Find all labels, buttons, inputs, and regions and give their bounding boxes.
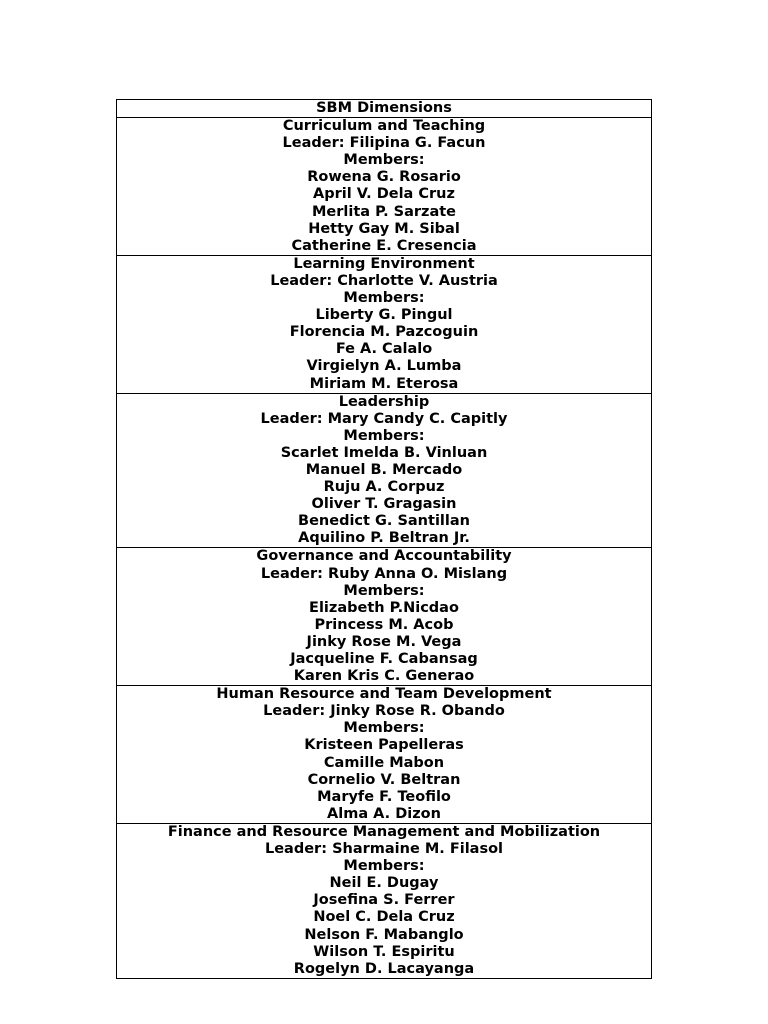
members-label: Members: (343, 427, 425, 444)
dimension-name: Curriculum and Teaching (282, 118, 486, 135)
dimension-name: Governance and Accountability (256, 548, 512, 565)
table-row (117, 686, 652, 824)
members-label: Members: (343, 858, 425, 875)
leader-name: Ruby Anna O. Mislang (327, 565, 508, 582)
dimension-name: Human Resource and Team Development (216, 686, 552, 703)
member-name: April V. Dela Cruz (313, 186, 455, 203)
members-label: Members: (343, 290, 425, 307)
table-row (117, 823, 652, 978)
leader-name: Charlotte V. Austria (337, 272, 498, 289)
leader-line (117, 841, 651, 858)
table-body (117, 118, 652, 979)
member-name: Benedict G. Santillan (298, 513, 470, 530)
members-label: Members: (343, 582, 425, 599)
leader-line (117, 273, 651, 290)
member-name: Josefina S. Ferrer (313, 892, 455, 909)
member-name: Fe A. Calalo (335, 341, 433, 358)
member-name: Ruju A. Corpuz (323, 479, 445, 496)
member-name: Wilson T. Espiritu (313, 943, 455, 960)
member-name: Aquilino P. Beltran Jr. (298, 530, 470, 547)
member-name: Florencia M. Pazcoguin (289, 324, 479, 341)
leader-prefix: Leader: (260, 410, 328, 427)
member-name: Virgielyn A. Lumba (306, 358, 462, 375)
member-name: Kristeen Papelleras (304, 737, 464, 754)
member-name: Noel C. Dela Cruz (313, 909, 455, 926)
dimension-cell (117, 255, 652, 393)
leader-prefix: Leader: (263, 703, 331, 720)
dimension-name: Finance and Resource Management and Mobilization (167, 823, 601, 840)
member-name: Princess M. Acob (314, 616, 454, 633)
members-label: Members: (343, 720, 425, 737)
member-name: Rowena G. Rosario (307, 169, 461, 186)
member-name: Jacqueline F. Cabansag (290, 651, 478, 667)
dimension-cell (117, 548, 652, 686)
table-header: SBM Dimensions (117, 100, 652, 118)
member-name: Miriam M. Eterosa (309, 375, 459, 392)
member-name: Karen Kris C. Generao (293, 668, 475, 685)
leader-name: Jinky Rose R. Obando (330, 703, 505, 720)
table-row (117, 118, 652, 256)
member-name: Oliver T. Gragasin (311, 496, 457, 513)
sbm-dimensions-table (116, 99, 652, 979)
dimension-name: Learning Environment (293, 255, 475, 272)
leader-prefix: Leader: (282, 135, 350, 152)
member-name: Camille Mabon (323, 754, 445, 771)
leader-prefix: Leader: (270, 272, 338, 289)
leader-prefix: Leader: (260, 565, 328, 582)
table-row (117, 548, 652, 686)
leader-line (117, 703, 651, 720)
member-name: Nelson F. Mabanglo (304, 926, 464, 943)
dimension-cell (117, 686, 652, 824)
leader-prefix: Leader: (264, 841, 333, 858)
leader-line (117, 411, 651, 428)
header-row (117, 100, 652, 118)
member-name: Liberty G. Pingul (315, 307, 453, 324)
member-name: Hetty Gay M. Sibal (308, 220, 460, 237)
member-name: Catherine E. Cresencia (291, 237, 477, 254)
dimension-cell (117, 393, 652, 548)
leader-line (117, 135, 651, 152)
member-name: Maryfe F. Teofilo (317, 788, 451, 805)
member-name: Elizabeth P.Nicdao (309, 599, 459, 616)
member-name: Scarlet Imelda B. Vinluan (280, 444, 488, 461)
table-row (117, 393, 652, 548)
member-name: Cornelio V. Beltran (307, 771, 461, 788)
dimension-name: Leadership (338, 393, 430, 410)
member-name: Alma A. Dizon (327, 805, 441, 822)
member-name: Rogelyn D. Lacayanga (293, 960, 475, 977)
member-name: Manuel B. Mercado (305, 461, 463, 478)
leader-name: Mary Candy C. Capitly (327, 410, 508, 427)
leader-name: Sharmaine M. Filasol (332, 841, 504, 858)
dimension-cell (117, 118, 652, 256)
member-name: Merlita P. Sarzate (311, 203, 456, 220)
leader-line (117, 566, 651, 583)
member-name: Neil E. Dugay (329, 875, 439, 892)
members-label: Members: (343, 152, 425, 169)
leader-name: Filipina G. Facun (349, 135, 486, 152)
member-name: Jinky Rose M. Vega (306, 633, 462, 650)
dimension-cell (117, 823, 652, 978)
table-head (117, 100, 652, 118)
table-row (117, 255, 652, 393)
